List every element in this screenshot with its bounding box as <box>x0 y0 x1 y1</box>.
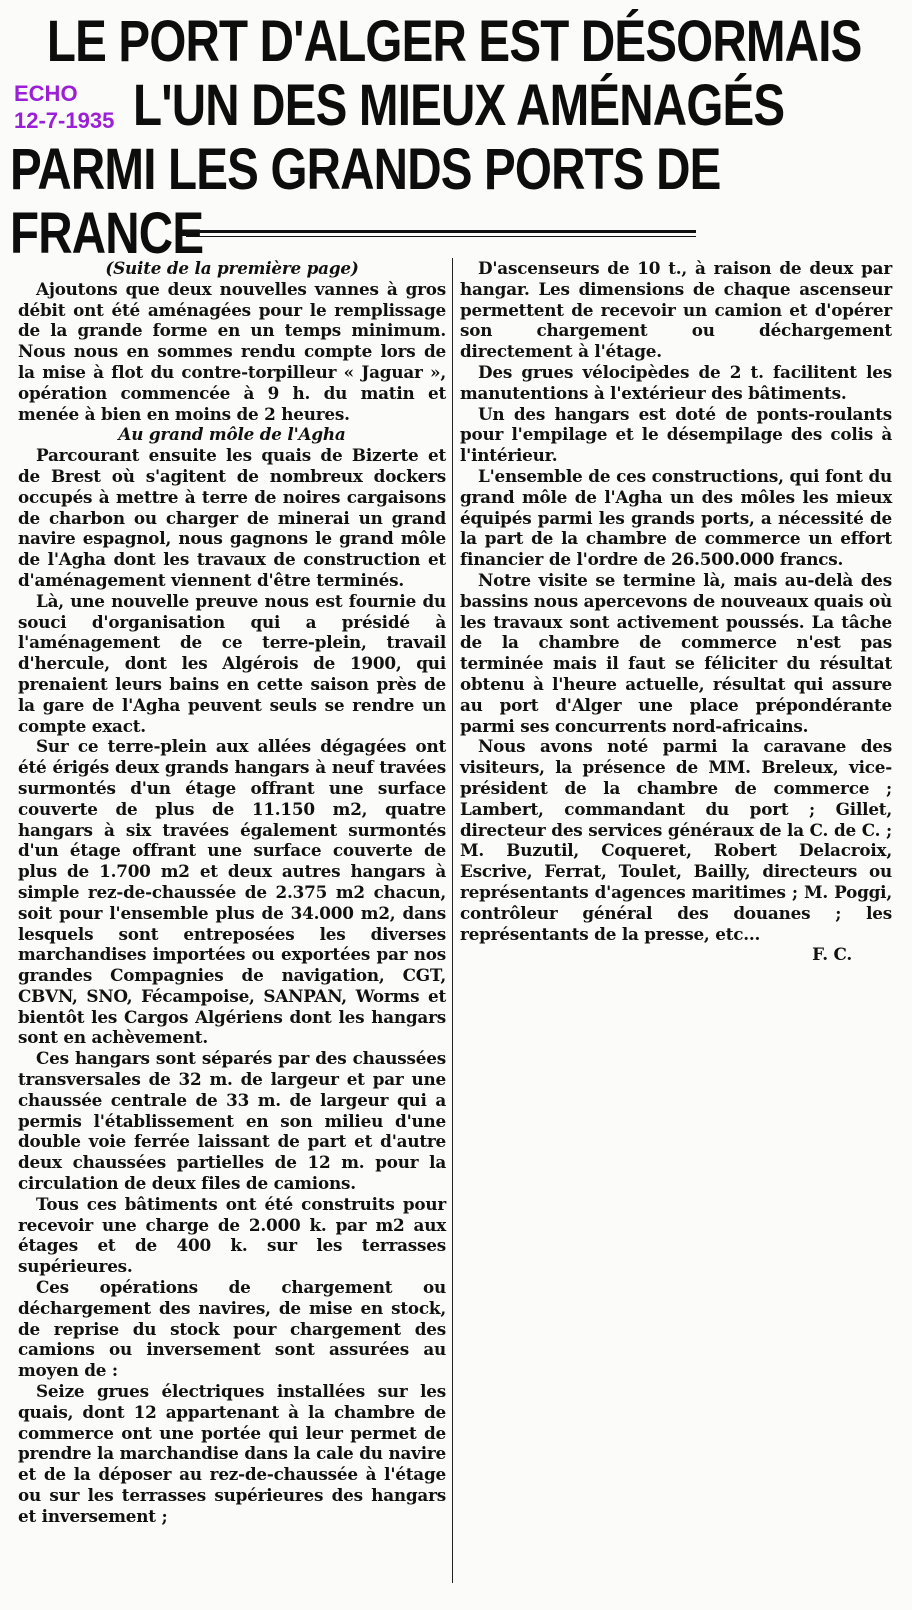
article-paragraph: Tous ces bâtiments ont été construits pour recevoir une charge de 2.000 k. par m2 aux étages et de 400 k. sur les terrasses supérieures. <box>18 1193 446 1277</box>
article-paragraph: Ces hangars sont séparés par des chaussées transversales de 32 m. de largeur et par une chaussée centrale de 33 m. de largeur qui a permis l'établissement en son milieu d'une double voie ferrée laissant de part et d'autre deux chaussées partielles de 12 m. pour la circulation de deux files de camions. <box>18 1048 446 1194</box>
headline-line-2: L'UN DES MIEUX AMÉNAGÉS <box>133 73 785 138</box>
article-paragraph: Des grues vélocipèdes de 2 t. facilitent les manutentions à l'extérieur des bâtiments. <box>460 361 892 403</box>
author-signature: F. C. <box>812 944 852 965</box>
article-paragraph: L'ensemble de ces constructions, qui font du grand môle de l'Agha un des môles les mieux équipés parmi les grands ports, a nécessité de la part de la chambre de commerce un effort financier de l'ordre de 26.500.000 francs. <box>460 465 892 570</box>
stamp-date: 12-7-1935 <box>14 108 115 133</box>
article-column-left <box>18 258 446 1527</box>
headline-rule-thin <box>186 236 696 237</box>
article-paragraph: D'ascenseurs de 10 t., à raison de deux par hangar. Les dimensions de chaque ascenseur permettent de recevoir un camion et d'opérer son chargement ou déchargement directement à l'étage. <box>460 258 892 362</box>
headline-line-1: LE PORT D'ALGER EST DÉSORMAIS <box>46 9 862 74</box>
headline-line-3: PARMI LES GRANDS PORTS DE FRANCE <box>10 137 721 266</box>
article-paragraph: Parcourant ensuite les quais de Bizerte et de Brest où s'agitent de nombreux dockers occupés à mettre à terre de noires cargaisons de charbon ou charger de minerai un grand navire espagnol, nous gagnons le grand môle de l'Agha dont les travaux de construction et d'aménagement viennent d'être terminés. <box>18 445 446 590</box>
headline <box>10 10 904 266</box>
column-divider <box>452 258 453 1583</box>
article-paragraph: Sur ce terre-plein aux allées dégagées ont été érigés deux grands hangars à neuf travées surmontés d'un étage offrant une surface couverte de plus de 11.150 m2, quatre hangars à six travées également surmontés d'un étage offrant une surface couverte de plus de 1.700 m2 et deux autres hangars à simple rez-de-chaussée de 2.375 m2 chacun, soit pour l'ensemble plus de 34.000 m2, dans lesquels sont entreposées les diverses marchandises importées ou exportées par nos grandes Compagnies de navigation, CGT, CBVN, SNO, Fécampoise, SANPAN, Worms et bientôt les Cargos Algériens dont les hangars sont en achèvement. <box>18 736 446 1048</box>
stamp-source: ECHO <box>14 81 78 106</box>
article-paragraph: Un des hangars est doté de ponts-roulants pour l'empilage et le désempilage des colis à l'intérieur. <box>460 403 892 466</box>
continuation-note: (Suite de la première page) <box>105 258 359 278</box>
article-paragraph: Ajoutons que deux nouvelles vannes à gros débit ont été aménagées pour le remplissage de la grande forme en un temps minimum. Nous nous en sommes rendu compte lors de la mise à flot du contre-torpilleur « Jaguar », opération commencée à 9 h. du matin et menée à bien en moins de 2 heures. <box>18 278 446 424</box>
article-paragraph: Seize grues électriques installées sur les quais, dont 12 appartenant à la chambre de commerce ont une portée qui leur permet de prendre la marchandise dans la cale du navire et de la déposer au rez-de-chaussée à l'étage ou sur les terrasses supérieures des hangars et inversement ; <box>18 1381 446 1526</box>
article-paragraph: Ces opérations de chargement ou déchargement des navires, de mise en stock, de reprise du stock pour chargement des camions ou inversement sont assurées au moyen de : <box>18 1277 446 1381</box>
article-paragraph: Là, une nouvelle preuve nous est fournie du souci d'organisation qui a présidé à l'aménagement de ce terre-plein, travail d'hercule, dont les Algérois de 1900, qui prenaient leurs bains en cette saison près de la gare de l'Agha peuvent seuls se rendre un compte exact. <box>18 590 446 736</box>
article-column-right <box>460 258 892 965</box>
article-paragraph: Nous avons noté parmi la caravane des visiteurs, la présence de MM. Breleux, vice-président de la chambre de commerce ; Lambert, commandant du port ; Gillet, directeur des services généraux de la C. de C. ; M. Buzutil, Coqueret, Robert Delacroix, Escrive, Ferrat, Toulet, Bailly, directeurs ou représentants d'agences maritimes ; M. Poggi, contrôleur général des douanes ; les représentants de la presse, etc... <box>460 736 892 944</box>
section-subhead: Au grand môle de l'Agha <box>118 424 346 445</box>
article-paragraph: Notre visite se termine là, mais au-delà des bassins nous apercevons de nouveaux quais où les travaux sont activement poussés. La tâche de la chambre de commerce n'est pas terminée mais il faut se féliciter du résultat obtenu à l'heure actuelle, résultat qui assure au port d'Alger une place prépondérante parmi ses concurrents nord-africains. <box>460 569 892 736</box>
headline-rule <box>186 230 696 233</box>
